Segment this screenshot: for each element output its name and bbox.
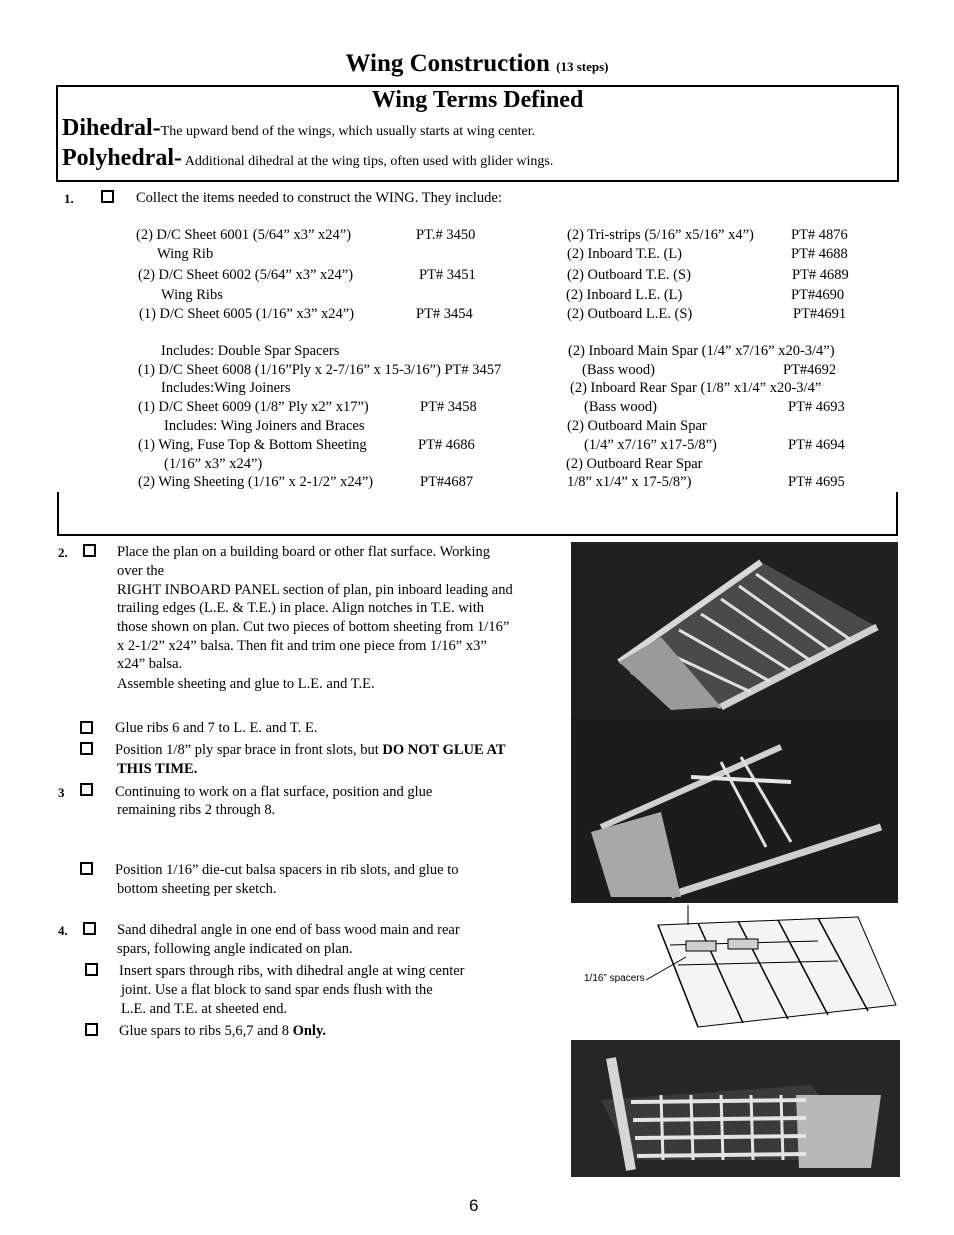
pt-left-1: PT.# 3450 (416, 227, 476, 243)
pt-right-5: PT#4691 (793, 306, 847, 322)
polyhedral-term: Polyhedral- (62, 145, 182, 171)
dihedral-text: The upward bend of the wings, which usually starts at wing center. (160, 124, 536, 139)
part-right-11: (1/4” x7/16” x17-5/8”) (584, 437, 717, 453)
step-2-line-7: x24” balsa. (117, 656, 183, 672)
part-right-12: (2) Outboard Rear Spar (566, 456, 703, 472)
photo-sheeted-panel-art (571, 717, 898, 903)
wing-terms-box (56, 85, 899, 182)
part-left-3: (2) D/C Sheet 6002 (5/64” x3” x24”) (138, 267, 354, 283)
step-2-line-1: Place the plan on a building board or other flat surface. Working (117, 544, 491, 560)
step-2-line-8: Assemble sheeting and glue to L.E. and T.E. (117, 676, 375, 692)
step-2-sub-1: Glue ribs 6 and 7 to L. E. and T. E. (115, 720, 318, 736)
title-main: Wing Construction (345, 50, 550, 77)
step-4-sub-1-line-3: L.E. and T.E. at sheeted end. (121, 1001, 288, 1017)
step-2-line-5: those shown on plan. Cut two pieces of bottom sheeting from 1/16” (117, 619, 510, 635)
step-4-sub-1-checkbox[interactable] (85, 963, 98, 976)
step-1-checkbox[interactable] (101, 190, 114, 203)
photo-rib-framework (571, 542, 898, 717)
part-right-13: 1/8” x1/4” x 17-5/8”) (567, 474, 692, 490)
step-3-line-1: Continuing to work on a flat surface, position and glue (115, 784, 433, 800)
step-1-number: 1. (64, 191, 74, 206)
part-left-11: (1) Wing, Fuse Top & Bottom Sheeting (138, 437, 367, 453)
step-2-sub-2 (115, 741, 506, 760)
part-left-9: (1) D/C Sheet 6009 (1/8” Ply x2” x17”) (138, 399, 369, 415)
step-2-sub-2-warning: DO NOT GLUE AT (382, 742, 506, 758)
pt-right-3: PT# 4689 (792, 267, 849, 283)
page-title (0, 50, 954, 78)
part-right-9: (Bass wood) (584, 399, 657, 415)
pt-left-4: PT# 3458 (420, 399, 477, 415)
part-left-8: Includes:Wing Joiners (161, 380, 291, 396)
step-3-line-2: remaining ribs 2 through 8. (117, 802, 276, 818)
sketch-spacers (578, 905, 898, 1035)
step-3-checkbox[interactable] (80, 783, 93, 796)
part-left-4: Wing Ribs (161, 287, 223, 303)
pt-left-6: PT#4687 (420, 474, 474, 490)
sketch-spacers-art (578, 905, 898, 1035)
part-right-2: (2) Inboard T.E. (L) (567, 246, 683, 262)
polyhedral-definition (62, 145, 553, 172)
step-3-sub-1-line-2: bottom sheeting per sketch. (117, 881, 277, 897)
step-4-sub-2 (119, 1022, 326, 1041)
dihedral-term: Dihedral- (62, 115, 161, 141)
part-left-13: (2) Wing Sheeting (1/16” x 2-1/2” x24”) (138, 474, 374, 490)
terms-heading: Wing Terms Defined (371, 87, 584, 113)
step-1-text: Collect the items needed to construct the WING. They include: (136, 190, 502, 206)
part-right-7: (Bass wood) (582, 362, 655, 378)
part-right-8: (2) Inboard Rear Spar (1/8” x1/4” x20-3/4” (570, 380, 822, 396)
parts-list-bracket (57, 492, 898, 536)
step-4-line-1: Sand dihedral angle in one end of bass wood main and rear (117, 922, 460, 938)
pt-left-2: PT# 3451 (419, 267, 476, 283)
polyhedral-text: Additional dihedral at the wing tips, often used with glider wings. (182, 154, 554, 169)
step-2-line-6: x 2-1/2” x24” balsa. Then fit and trim one piece from 1/16” x3” (117, 638, 487, 654)
step-2-sub-2-warning-cont: THIS TIME. (117, 761, 198, 777)
part-right-3: (2) Outboard T.E. (S) (567, 267, 691, 283)
part-right-6: (2) Inboard Main Spar (1/4” x7/16” x20-3/4”) (568, 343, 835, 359)
step-2-line-4: trailing edges (L.E. & T.E.) in place. Align notches in T.E. with (117, 600, 484, 616)
photo-spar-assembly-art (571, 1040, 900, 1177)
step-4-sub-2-emphasis: Only. (292, 1023, 327, 1039)
step-3-sub-1-checkbox[interactable] (80, 862, 93, 875)
part-left-1: (2) D/C Sheet 6001 (5/64” x3” x24”) (136, 227, 352, 243)
page-number: 6 (469, 1196, 479, 1215)
pt-right-9: PT# 4695 (788, 474, 845, 490)
step-4-sub-2-checkbox[interactable] (85, 1023, 98, 1036)
pt-right-2: PT# 4688 (791, 246, 848, 262)
sketch-label: 1/16” spacers (584, 973, 645, 984)
part-left-10: Includes: Wing Joiners and Braces (164, 418, 365, 434)
part-left-5: (1) D/C Sheet 6005 (1/16” x3” x24”) (139, 306, 355, 322)
pt-right-6: PT#4692 (783, 362, 837, 378)
part-right-4: (2) Inboard L.E. (L) (566, 287, 683, 303)
step-2-line-2: over the (117, 563, 165, 579)
photo-sheeted-panel (571, 717, 898, 903)
part-left-12: (1/16” x3” x24”) (164, 456, 263, 472)
part-left-6: Includes: Double Spar Spacers (161, 343, 340, 359)
step-2-sub-1-checkbox[interactable] (80, 721, 93, 734)
step-4-number: 4. (58, 923, 68, 938)
pt-right-7: PT# 4693 (788, 399, 845, 415)
step-4-checkbox[interactable] (83, 922, 96, 935)
title-steps: (13 steps) (556, 59, 609, 74)
pt-right-8: PT# 4694 (788, 437, 845, 453)
pt-right-4: PT#4690 (791, 287, 845, 303)
step-2-sub-2-checkbox[interactable] (80, 742, 93, 755)
pt-left-3: PT# 3454 (416, 306, 473, 322)
part-left-7: (1) D/C Sheet 6008 (1/16”Ply x 2-7/16” x 15-3/16”) PT# 3457 (138, 362, 502, 378)
part-left-2: Wing Rib (157, 246, 214, 262)
step-4-sub-2-text: Glue spars to ribs 5,6,7 and 8 (119, 1023, 293, 1039)
step-4-line-2: spars, following angle indicated on plan. (117, 941, 353, 957)
photo-rib-framework-art (571, 542, 898, 717)
step-2-line-3: RIGHT INBOARD PANEL section of plan, pin inboard leading and (117, 582, 513, 598)
part-right-10: (2) Outboard Main Spar (567, 418, 707, 434)
step-2-checkbox[interactable] (83, 544, 96, 557)
step-4-sub-1-line-2: joint. Use a flat block to sand spar ends flush with the (121, 982, 433, 998)
dihedral-definition (62, 115, 535, 142)
pt-left-5: PT# 4686 (418, 437, 475, 453)
step-4-sub-1-line-1: Insert spars through ribs, with dihedral angle at wing center (119, 963, 465, 979)
part-right-5: (2) Outboard L.E. (S) (567, 306, 693, 322)
step-3-number: 3 (58, 785, 65, 800)
step-2-sub-2-text: Position 1/8” ply spar brace in front slots, but (115, 742, 383, 758)
pt-right-1: PT# 4876 (791, 227, 848, 243)
step-3-sub-1-line-1: Position 1/16” die-cut balsa spacers in rib slots, and glue to (115, 862, 459, 878)
part-right-1: (2) Tri-strips (5/16” x5/16” x4”) (567, 227, 754, 243)
step-2-number: 2. (58, 545, 68, 560)
photo-spar-assembly (571, 1040, 900, 1177)
